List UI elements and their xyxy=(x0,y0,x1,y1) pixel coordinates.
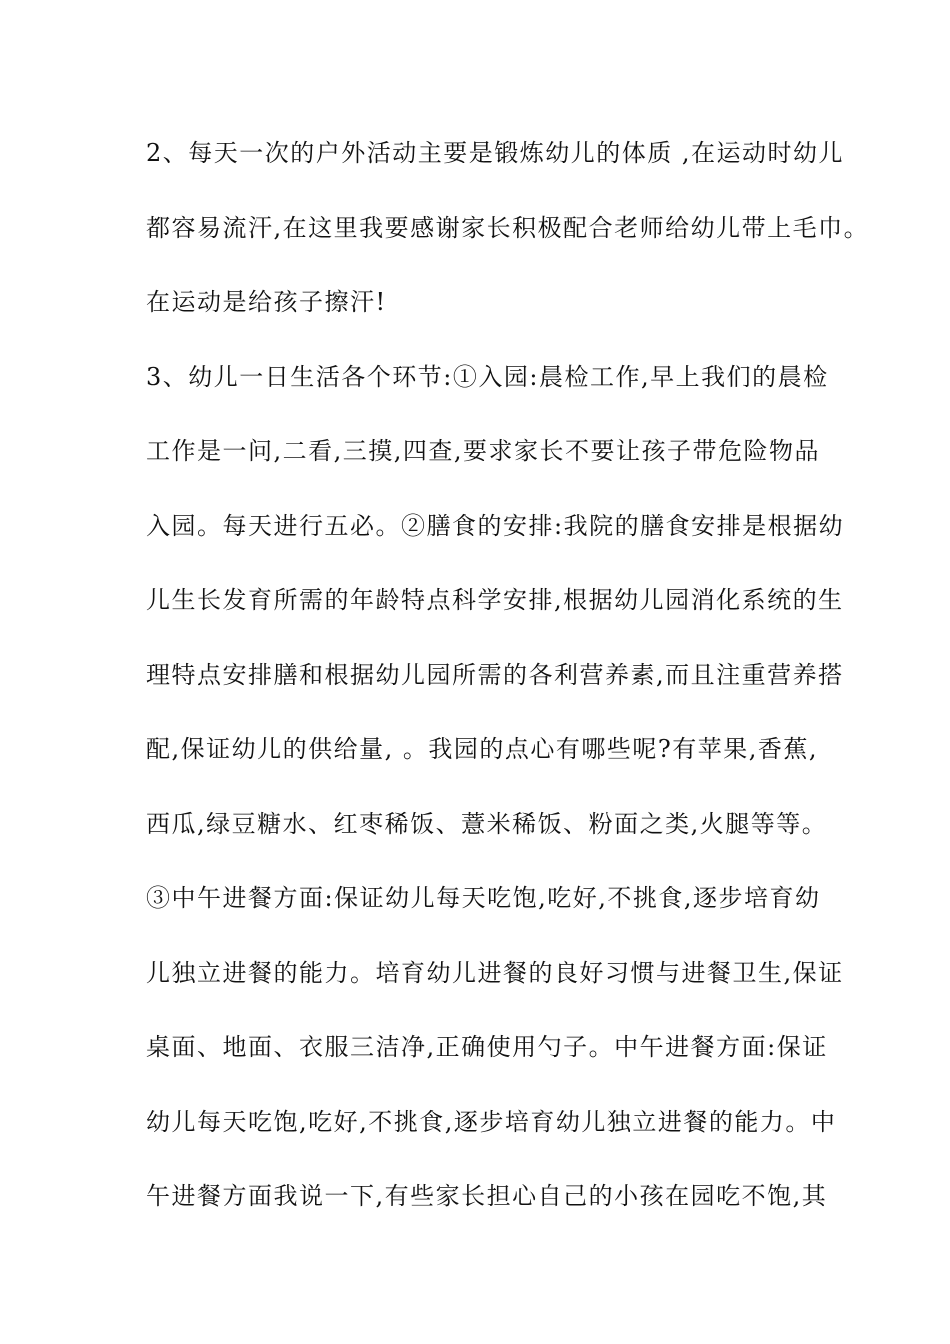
text-line: 幼儿每天吃饱,吃好,不挑食,逐步培育幼儿独立进餐的能力。中 xyxy=(146,1107,837,1136)
text-line: 儿独立进餐的能力。培育幼儿进餐的良好习惯与进餐卫生,保证 xyxy=(146,958,844,987)
text-line: 午进餐方面我说一下,有些家长担心自己的小孩在园吃不饱,其 xyxy=(146,1182,828,1210)
text-line: 都容易流汗,在这里我要感谢家长积极配合老师给幼儿带上毛巾。 xyxy=(146,213,870,242)
text-line: 配,保证幼儿的供给量, 。我园的点心有哪些呢?有苹果,香蕉, xyxy=(146,735,819,763)
text-line: 儿生长发育所需的年龄特点科学安排,根据幼儿园消化系统的生 xyxy=(146,586,844,614)
body-text xyxy=(146,124,870,1242)
text-line: 桌面、地面、衣服三洁净,正确使用勺子。中午进餐方面:保证 xyxy=(146,1033,828,1061)
text-line: 入园。每天进行五必。②膳食的安排:我院的膳食安排是根据幼 xyxy=(146,511,845,540)
text-line: 3、幼儿一日生活各个环节:①入园:晨检工作,早上我们的晨检 xyxy=(146,362,829,391)
text-line: 工作是一问,二看,三摸,四查,要求家长不要让孩子带危险物品 xyxy=(146,437,821,465)
text-line: 2、每天一次的户外活动主要是锻炼幼儿的体质 ,在运动时幼儿 xyxy=(146,139,845,167)
text-line: ③中午进餐方面:保证幼儿每天吃饱,吃好,不挑食,逐步培育幼 xyxy=(146,884,821,912)
text-line: 在运动是给孩子擦汗! xyxy=(146,288,387,316)
text-line: 西瓜,绿豆糖水、红枣稀饭、薏米稀饭、粉面之类,火腿等等。 xyxy=(146,809,828,838)
text-line: 理特点安排膳和根据幼儿园所需的各利营养素,而且注重营养搭 xyxy=(146,660,844,689)
